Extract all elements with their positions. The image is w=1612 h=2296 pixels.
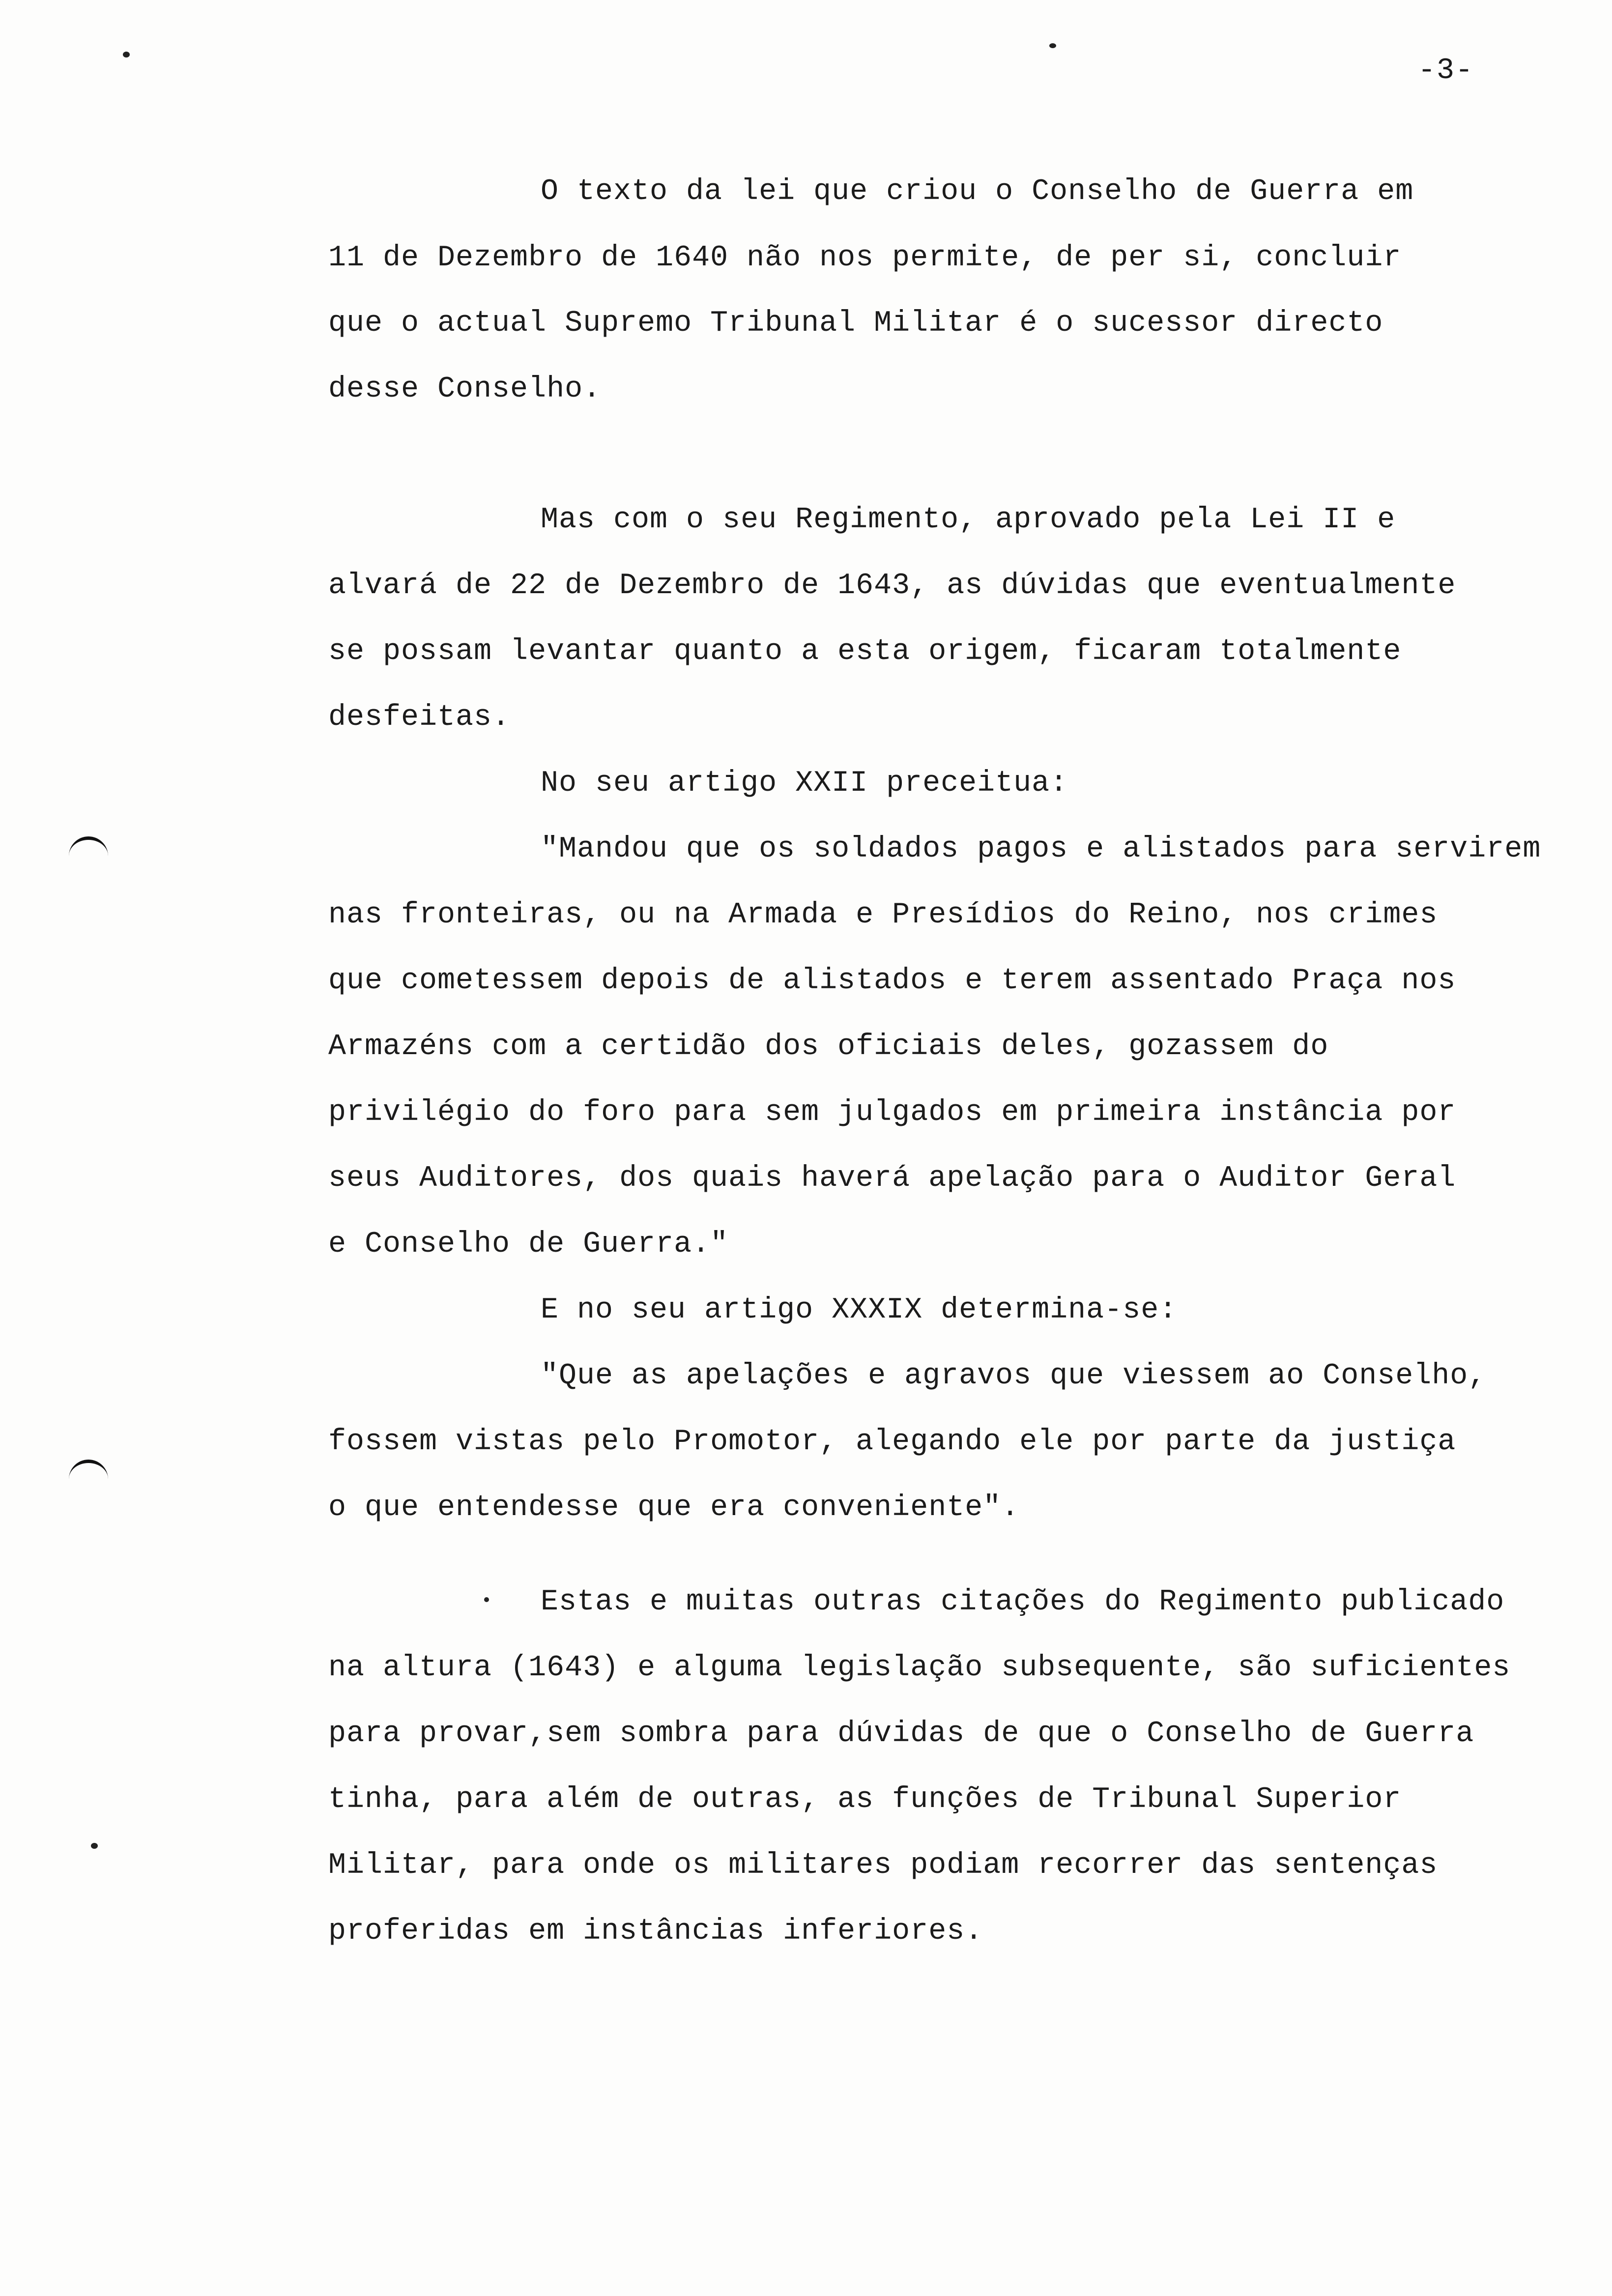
quote-line: "Que as apelações e agravos que viessem ao Conselho,: [541, 1359, 1487, 1393]
text-line: tinha, para além de outras, as funções de Tribunal Superior: [328, 1783, 1402, 1816]
page-number: -3-: [1418, 54, 1474, 87]
text-line: alvará de 22 de Dezembro de 1643, as dúvidas que eventualmente: [328, 569, 1456, 603]
text-line: No seu artigo XXII preceitua:: [541, 767, 1068, 800]
text-line: na altura (1643) e alguma legislação subsequente, são suficientes: [328, 1651, 1511, 1685]
punch-hole-mark: [69, 836, 108, 860]
text-line: para provar,sem sombra para dúvidas de que o Conselho de Guerra: [328, 1717, 1474, 1751]
text-line: Mas com o seu Regimento, aprovado pela Lei II e: [541, 503, 1396, 537]
scan-speck: [123, 52, 130, 57]
quote-line: "Mandou que os soldados pagos e alistados para servirem: [541, 832, 1541, 866]
quote-line: que cometessem depois de alistados e terem assentado Praça nos: [328, 964, 1456, 998]
text-line: Estas e muitas outras citações do Regimento publicado: [541, 1585, 1505, 1619]
text-line: proferidas em instâncias inferiores.: [328, 1915, 983, 1948]
quote-line: fossem vistas pelo Promotor, alegando ele por parte da justiça: [328, 1425, 1456, 1459]
quote-line: o que entendesse que era conveniente".: [328, 1491, 1020, 1524]
text-line: desfeitas.: [328, 701, 511, 734]
text-line: desse Conselho.: [328, 373, 602, 406]
quote-line: privilégio do foro para sem julgados em primeira instância por: [328, 1096, 1456, 1129]
scan-speck: [1049, 43, 1056, 48]
scan-speck: [91, 1843, 98, 1849]
text-line: O texto da lei que criou o Conselho de Guerra em: [541, 175, 1414, 208]
text-line: que o actual Supremo Tribunal Militar é o sucessor directo: [328, 307, 1383, 340]
quote-line: e Conselho de Guerra.": [328, 1228, 729, 1261]
quote-line: Armazéns com a certidão dos oficiais deles, gozassem do: [328, 1030, 1329, 1063]
quote-line: seus Auditores, dos quais haverá apelação para o Auditor Geral: [328, 1162, 1456, 1195]
scan-speck: [484, 1597, 489, 1602]
text-line: 11 de Dezembro de 1640 não nos permite, de per si, concluir: [328, 241, 1402, 275]
quote-line: nas fronteiras, ou na Armada e Presídios do Reino, nos crimes: [328, 898, 1438, 932]
text-line: E no seu artigo XXXIX determina-se:: [541, 1293, 1178, 1327]
text-line: Militar, para onde os militares podiam recorrer das sentenças: [328, 1849, 1438, 1882]
text-line: se possam levantar quanto a esta origem, ficaram totalmente: [328, 635, 1402, 668]
punch-hole-mark: [69, 1460, 108, 1483]
